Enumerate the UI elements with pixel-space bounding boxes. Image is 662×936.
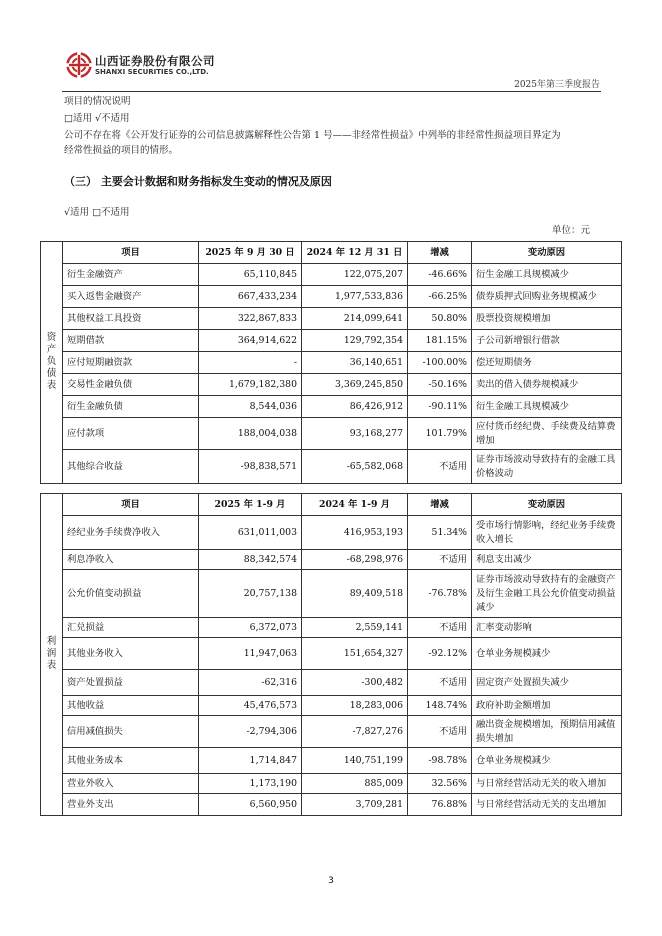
row-prior-value: 151,654,327	[302, 638, 408, 670]
row-item: 经纪业务手续费净收入	[63, 516, 199, 550]
balance-sheet-table	[40, 241, 622, 484]
applicable-checkbox-1: □适用 √不适用	[64, 113, 130, 124]
row-change: 不适用	[408, 716, 472, 748]
row-change: 不适用	[408, 450, 472, 484]
row-reason: 仓单业务规模减少	[472, 748, 622, 774]
row-reason: 证券市场波动导致持有的金融资产及衍生金融工具公允价值变动损益减少	[472, 570, 622, 618]
row-change: -100.00%	[408, 352, 472, 374]
row-change: 51.34%	[408, 516, 472, 550]
table-row	[41, 286, 622, 308]
row-prior-value: -300,482	[302, 670, 408, 696]
row-item: 利息净收入	[63, 550, 199, 570]
table-row	[41, 570, 622, 618]
table-row	[41, 748, 622, 774]
section-title: （三） 主要会计数据和财务指标发生变动的情况及原因	[64, 175, 332, 188]
row-reason: 应付货币经纪费、手续费及结算费增加	[472, 418, 622, 450]
intro-paragraph-line1: 公司不存在将《公开发行证券的公司信息披露解释性公告第 1 号——非经常性损益》中列举的非经常性损益项目界定为	[64, 130, 561, 141]
column-header: 2025 年 9 月 30 日	[199, 242, 302, 264]
row-item: 营业外支出	[63, 794, 199, 816]
row-reason: 子公司新增银行借款	[472, 330, 622, 352]
table-row	[41, 550, 622, 570]
row-current-value: -	[199, 352, 302, 374]
row-item: 应付款项	[63, 418, 199, 450]
row-current-value: 8,544,036	[199, 396, 302, 418]
column-header: 项目	[63, 242, 199, 264]
row-reason: 政府补助金额增加	[472, 696, 622, 716]
column-header: 项目	[63, 494, 199, 516]
row-prior-value: 18,283,006	[302, 696, 408, 716]
row-current-value: 6,560,950	[199, 794, 302, 816]
row-current-value: 1,173,190	[199, 774, 302, 794]
row-item: 汇兑损益	[63, 618, 199, 638]
row-item: 其他综合收益	[63, 450, 199, 484]
row-change: 101.79%	[408, 418, 472, 450]
table-row	[41, 374, 622, 396]
table-header-row	[41, 242, 622, 264]
table-row	[41, 264, 622, 286]
row-item: 公允价值变动损益	[63, 570, 199, 618]
row-reason: 与日常经营活动无关的收入增加	[472, 774, 622, 794]
row-change: -50.16%	[408, 374, 472, 396]
table-row	[41, 638, 622, 670]
row-prior-value: 885,009	[302, 774, 408, 794]
row-reason: 股票投资规模增加	[472, 308, 622, 330]
row-reason: 受市场行情影响，经纪业务手续费收入增长	[472, 516, 622, 550]
row-item: 应付短期融资款	[63, 352, 199, 374]
row-item: 衍生金融负债	[63, 396, 199, 418]
row-item: 资产处置损益	[63, 670, 199, 696]
table-row	[41, 516, 622, 550]
row-reason: 汇率变动影响	[472, 618, 622, 638]
row-current-value: 667,433,234	[199, 286, 302, 308]
row-change: -46.66%	[408, 264, 472, 286]
row-prior-value: 140,751,199	[302, 748, 408, 774]
column-header: 变动原因	[472, 494, 622, 516]
table-row	[41, 330, 622, 352]
row-current-value: -62,316	[199, 670, 302, 696]
table-side-label	[41, 494, 63, 816]
row-current-value: 1,714,847	[199, 748, 302, 774]
report-title: 2025年第三季度报告	[514, 80, 600, 90]
row-prior-value: 3,709,281	[302, 794, 408, 816]
row-current-value: 322,867,833	[199, 308, 302, 330]
table-row	[41, 774, 622, 794]
row-item: 营业外收入	[63, 774, 199, 794]
intro-line: 项目的情况说明	[64, 96, 131, 107]
row-prior-value: 122,075,207	[302, 264, 408, 286]
table-row	[41, 696, 622, 716]
column-header: 2025 年 1-9 月	[199, 494, 302, 516]
row-change: 181.15%	[408, 330, 472, 352]
row-prior-value: -7,827,276	[302, 716, 408, 748]
table-row	[41, 670, 622, 696]
row-prior-value: 3,369,245,850	[302, 374, 408, 396]
row-current-value: 20,757,138	[199, 570, 302, 618]
row-prior-value: 93,168,277	[302, 418, 408, 450]
column-header: 增减	[408, 494, 472, 516]
row-prior-value: 416,953,193	[302, 516, 408, 550]
row-change: 不适用	[408, 618, 472, 638]
row-change: -98.78%	[408, 748, 472, 774]
table-row	[41, 418, 622, 450]
row-prior-value: -65,582,068	[302, 450, 408, 484]
row-prior-value: 36,140,651	[302, 352, 408, 374]
row-change: -66.25%	[408, 286, 472, 308]
row-change: 32.56%	[408, 774, 472, 794]
row-current-value: 188,004,038	[199, 418, 302, 450]
row-current-value: 65,110,845	[199, 264, 302, 286]
table-row	[41, 716, 622, 748]
row-current-value: 364,914,622	[199, 330, 302, 352]
table-row	[41, 794, 622, 816]
row-prior-value: 2,559,141	[302, 618, 408, 638]
row-reason: 偿还短期债务	[472, 352, 622, 374]
row-change: -76.78%	[408, 570, 472, 618]
row-current-value: -2,794,306	[199, 716, 302, 748]
row-reason: 与日常经营活动无关的支出增加	[472, 794, 622, 816]
row-reason: 仓单业务规模减少	[472, 638, 622, 670]
row-change: 不适用	[408, 670, 472, 696]
row-current-value: 6,372,073	[199, 618, 302, 638]
row-reason: 固定资产处置损失减少	[472, 670, 622, 696]
row-reason: 衍生金融工具规模减少	[472, 396, 622, 418]
row-item: 短期借款	[63, 330, 199, 352]
company-name-cn: 山西证券股份有限公司	[95, 54, 215, 68]
row-current-value: 45,476,573	[199, 696, 302, 716]
row-item: 其他权益工具投资	[63, 308, 199, 330]
row-prior-value: 1,977,533,836	[302, 286, 408, 308]
row-prior-value: 129,792,354	[302, 330, 408, 352]
column-header: 增减	[408, 242, 472, 264]
row-item: 其他收益	[63, 696, 199, 716]
table-side-label	[41, 242, 63, 484]
row-reason: 衍生金融工具规模减少	[472, 264, 622, 286]
company-logo-icon	[66, 52, 92, 78]
table-row	[41, 618, 622, 638]
table-row	[41, 396, 622, 418]
row-change: 不适用	[408, 550, 472, 570]
table-row	[41, 308, 622, 330]
header-divider	[62, 91, 601, 92]
company-name-en: SHANXI SECURITIES CO.,LTD.	[95, 68, 209, 76]
income-statement-table	[40, 493, 622, 816]
row-reason: 融出资金规模增加，预期信用减值损失增加	[472, 716, 622, 748]
row-current-value: 88,342,574	[199, 550, 302, 570]
row-item: 衍生金融资产	[63, 264, 199, 286]
table-side-label-text: 资产负债表	[46, 332, 57, 391]
unit-label: 单位：元	[551, 225, 590, 236]
column-header: 2024 年 1-9 月	[302, 494, 408, 516]
row-item: 其他业务成本	[63, 748, 199, 774]
row-change: -92.12%	[408, 638, 472, 670]
column-header: 2024 年 12 月 31 日	[302, 242, 408, 264]
intro-paragraph-line2: 经常性损益的项目的情形。	[64, 145, 179, 156]
table-row	[41, 352, 622, 374]
row-item: 交易性金融负债	[63, 374, 199, 396]
table-header-row	[41, 494, 622, 516]
row-reason: 债券质押式回购业务规模减少	[472, 286, 622, 308]
row-item: 买入返售金融资产	[63, 286, 199, 308]
page-number: 3	[328, 876, 334, 886]
table-row	[41, 450, 622, 484]
row-change: 76.88%	[408, 794, 472, 816]
row-prior-value: -68,298,976	[302, 550, 408, 570]
row-reason: 证券市场波动导致持有的金融工具价格波动	[472, 450, 622, 484]
row-change: -90.11%	[408, 396, 472, 418]
row-item: 其他业务收入	[63, 638, 199, 670]
column-header: 变动原因	[472, 242, 622, 264]
row-prior-value: 214,099,641	[302, 308, 408, 330]
row-reason: 卖出的借入债券规模减少	[472, 374, 622, 396]
row-reason: 利息支出减少	[472, 550, 622, 570]
row-change: 50.80%	[408, 308, 472, 330]
table-side-label-text: 利润表	[46, 636, 57, 671]
row-current-value: 11,947,063	[199, 638, 302, 670]
row-item: 信用减值损失	[63, 716, 199, 748]
row-prior-value: 89,409,518	[302, 570, 408, 618]
applicable-checkbox-2: √适用 □不适用	[64, 207, 130, 218]
row-prior-value: 86,426,912	[302, 396, 408, 418]
row-current-value: -98,838,571	[199, 450, 302, 484]
row-current-value: 631,011,003	[199, 516, 302, 550]
row-current-value: 1,679,182,380	[199, 374, 302, 396]
row-change: 148.74%	[408, 696, 472, 716]
